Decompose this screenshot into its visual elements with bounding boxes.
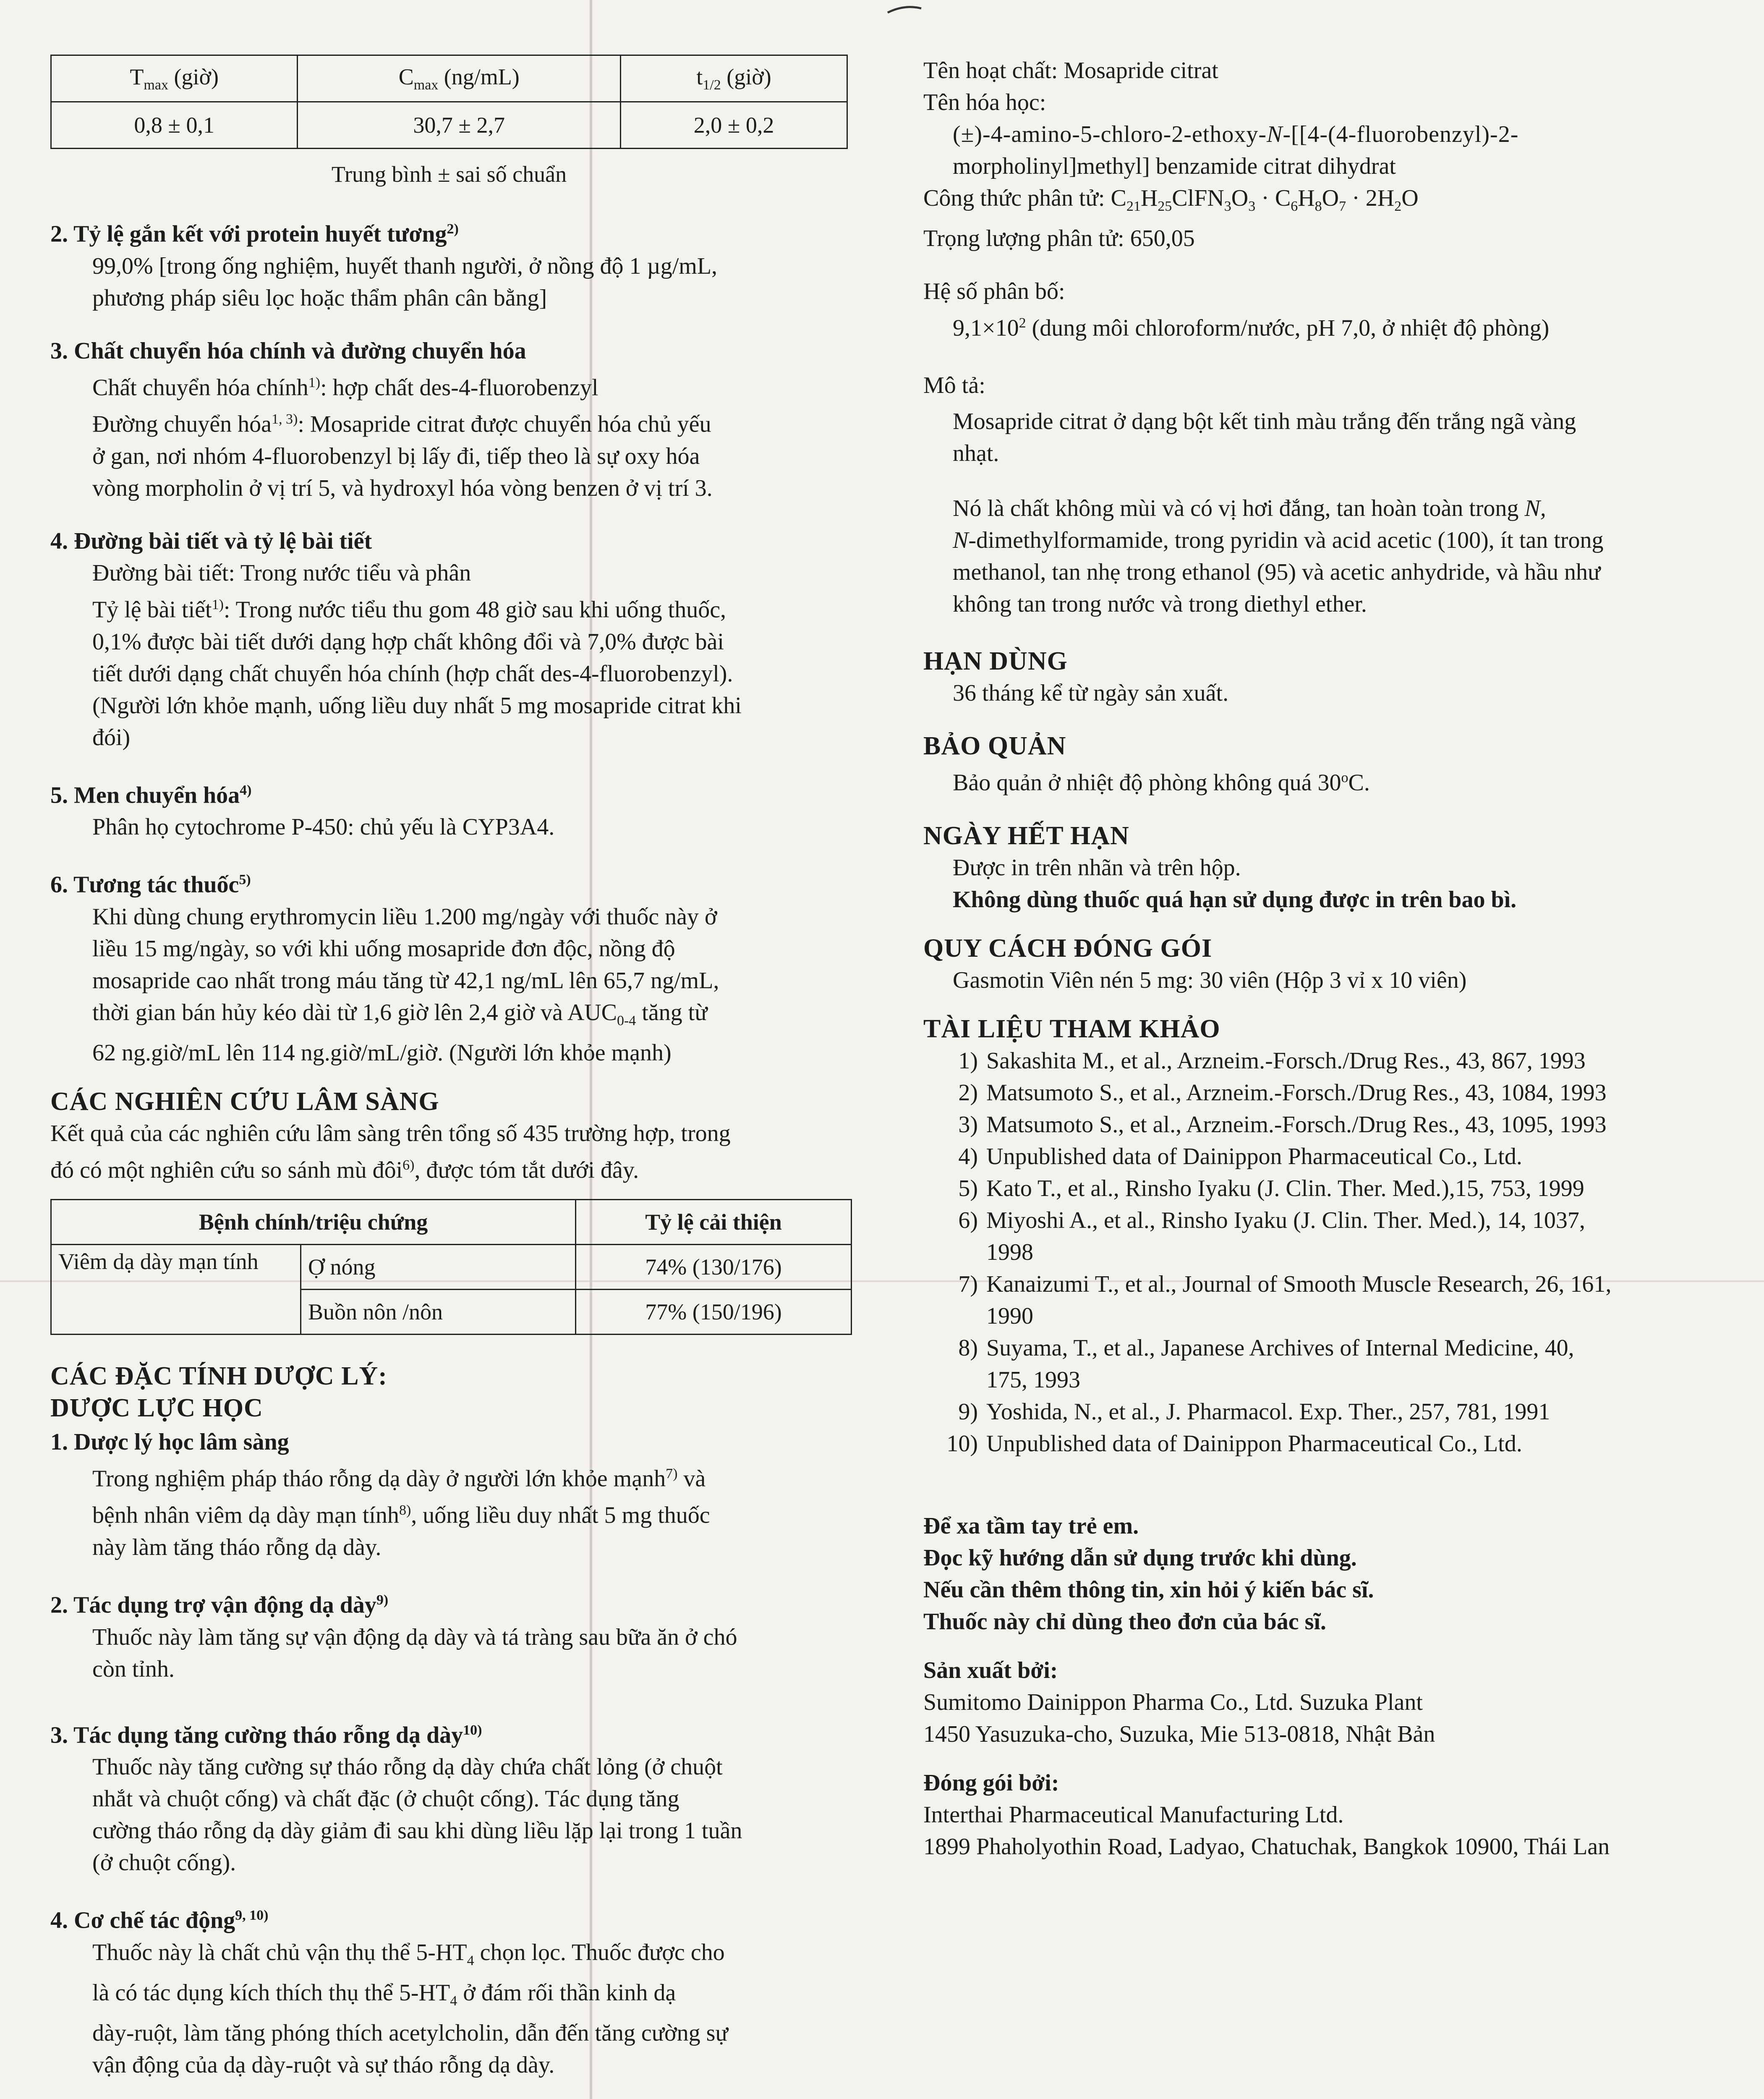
reference-line: Miyoshi A., et al., Rinsho Iyaku (J. Clin. Ther. Med.), 14, 1037, <box>986 1207 1585 1233</box>
section-pharmacology <box>50 1360 856 2081</box>
reference-line: Kanaizumi T., et al., Journal of Smooth Muscle Research, 26, 161, <box>986 1271 1612 1297</box>
reference-item <box>923 1077 1733 1109</box>
reference-line: Kato T., et al., Rinsho Iyaku (J. Clin. Ther. Med.),15, 753, 1999 <box>986 1175 1584 1201</box>
section-heading: CÁC ĐẶC TÍNH DƯỢC LÝ: <box>50 1361 387 1390</box>
text-line: không tan trong nước và trong diethyl ether. <box>953 591 1367 617</box>
text-line: tiết dưới dạng chất chuyển hóa chính (hợp chất des-4-fluorobenzyl). <box>92 660 733 687</box>
warning-line: Nếu cần thêm thông tin, xin hỏi ý kiến bác sĩ. <box>923 1576 1374 1603</box>
text-line: Nó là chất không mùi và có vị hơi đắng, tan hoàn toàn trong N, <box>953 495 1546 521</box>
text-line: Không dùng thuốc quá hạn sử dụng được in trên bao bì. <box>953 886 1517 913</box>
text-line: đói) <box>92 724 131 751</box>
pk-table-caption: Trung bình ± sai số chuẩn <box>331 162 567 187</box>
reference-number: 6) <box>958 1207 978 1233</box>
reference-number: 2) <box>958 1079 978 1106</box>
text-line: bệnh nhân viêm dạ dày mạn tính$^{8)}$, uống liều duy nhất 5 mg thuốc <box>92 1502 710 1529</box>
section-heading: NGÀY HẾT HẠN <box>923 821 1129 850</box>
reference-text <box>986 1045 1586 1077</box>
reference-item <box>923 1173 1733 1204</box>
text-line: Đường chuyển hóa$^{1, 3)}$: Mosapride citrat được chuyển hóa chủ yếu <box>92 411 711 437</box>
chemical-name-label: Tên hóa học: <box>923 89 1046 115</box>
reference-item <box>923 1109 1733 1141</box>
reference-item <box>923 1268 1733 1332</box>
table-cell-rate: 77% (150/196) <box>576 1289 852 1334</box>
text-line: vận động của dạ dày-ruột và sự tháo rỗng dạ dày. <box>92 2052 555 2078</box>
reference-line: 1998 <box>986 1239 1033 1265</box>
text-line: 99,0% [trong ống nghiệm, huyết thanh người, ở nồng độ 1 µg/mL, <box>92 253 718 279</box>
section-clinical-studies <box>50 1086 856 1335</box>
manufacturer-line: 1450 Yasuzuka-cho, Suzuka, Mie 513-0818, Nhật Bản <box>923 1721 1435 1747</box>
text-line: Thuốc này làm tăng sự vận động dạ dày và tá tràng sau bữa ăn ở chó <box>92 1624 737 1650</box>
reference-item <box>923 1332 1733 1396</box>
text-line: Kết quả của các nghiên cứu lâm sàng trên tổng số 435 trường hợp, trong <box>50 1120 731 1147</box>
table-cell-rate: 74% (130/176) <box>576 1244 852 1289</box>
warning-line: Đọc kỹ hướng dẫn sử dụng trước khi dùng. <box>923 1544 1357 1571</box>
section-heading: 4. Cơ chế tác động$^{9, 10)}$ <box>50 1908 269 1934</box>
molecular-weight: Trọng lượng phân tử: 650,05 <box>923 225 1195 252</box>
text-line: vòng morpholin ở vị trí 5, và hydroxyl hóa vòng benzen ở vị trí 3. <box>92 475 713 501</box>
molecular-formula: Công thức phân tử: $C_{21}H_{25}ClFN_3O_3 \cdot C_6H_8O_7 \cdot 2H_2O$ <box>923 185 1419 215</box>
text-line: là có tác dụng kích thích thụ thể $5-HT_4$ ở đám rối thần kinh dạ <box>92 1980 676 2009</box>
reference-text <box>986 1109 1607 1141</box>
reference-item <box>923 1428 1733 1460</box>
pk-header-thalf: $t_{1/2}$ (giờ) <box>621 55 847 102</box>
packager-line: Interthai Pharmaceutical Manufacturing Ltd. <box>923 1801 1344 1828</box>
text-line: Được in trên nhãn và trên hộp. <box>953 854 1241 881</box>
text-line: ở gan, nơi nhóm 4-fluorobenzyl bị lấy đi, tiếp theo là sự oxy hóa <box>92 443 700 469</box>
reference-text <box>986 1396 1550 1428</box>
section-heading: QUY CÁCH ĐÓNG GÓI <box>923 934 1213 963</box>
reference-number: 10) <box>946 1430 978 1457</box>
table-header: Tỷ lệ cải thiện <box>576 1199 852 1244</box>
description-label: Mô tả: <box>923 372 985 398</box>
reference-item <box>923 1396 1733 1428</box>
text-line: Đường bài tiết: Trong nước tiểu và phân <box>92 560 471 586</box>
text-line: Khi dùng chung erythromycin liều 1.200 mg/ngày với thuốc này ở <box>92 903 717 930</box>
stray-pen-mark <box>886 0 923 21</box>
section-heading: 3. Tác dụng tăng cường tháo rỗng dạ dày$^{10)}$ <box>50 1722 482 1748</box>
section-heading: 3. Chất chuyển hóa chính và đường chuyển hóa <box>50 338 526 364</box>
active-ingredient: Tên hoạt chất: Mosapride citrat <box>923 58 1218 84</box>
reference-line: 1990 <box>986 1303 1033 1329</box>
text-line: còn tỉnh. <box>92 1656 175 1682</box>
manufacturer-line: Sumitomo Dainippon Pharma Co., Ltd. Suzuka Plant <box>923 1689 1423 1715</box>
section-heading: 2. Tác dụng trợ vận động dạ dày$^{9)}$ <box>50 1592 389 1618</box>
section-heading: TÀI LIỆU THAM KHẢO <box>923 1014 1220 1043</box>
text-line: mosapride cao nhất trong máu tăng từ 42,1 ng/mL lên 65,7 ng/mL, <box>92 967 719 994</box>
pharmacokinetic-table <box>50 55 848 149</box>
text-line: nhạt. <box>953 440 999 466</box>
reference-text <box>986 1268 1611 1332</box>
section-heading: 1. Dược lý học lâm sàng <box>50 1429 289 1455</box>
pk-value-thalf: 2,0 ± 0,2 <box>621 102 847 149</box>
text-line: Chất chuyển hóa chính$^{1)}$: hợp chất des-4-fluorobenzyl <box>92 374 598 401</box>
section-excretion <box>50 525 856 754</box>
section-heading: 2. Tỷ lệ gắn kết với protein huyết tương$^{2)}$ <box>50 221 459 247</box>
table-cell-symptom: Ợ nóng <box>301 1244 576 1289</box>
packager-label: Đóng gói bởi: <box>923 1769 1059 1796</box>
text-line: liều 15 mg/ngày, so với khi uống mosapride đơn độc, nồng độ <box>92 935 675 962</box>
section-heading: HẠN DÙNG <box>923 646 1068 675</box>
text-line: đó có một nghiên cứu so sánh mù đôi$^{6)}$, được tóm tắt dưới đây. <box>50 1157 639 1183</box>
left-column <box>50 0 856 2099</box>
reference-item <box>923 1204 1733 1268</box>
text-line: nhắt và chuột cống) và chất đặc (ở chuột cống). Tác dụng tăng <box>92 1786 679 1812</box>
pk-value-cmax: 30,7 ± 2,7 <box>298 102 621 149</box>
text-line: Trong nghiệm pháp tháo rỗng dạ dày ở người lớn khỏe mạnh$^{7)}$ và <box>92 1466 706 1492</box>
reference-number: 7) <box>958 1271 978 1297</box>
text-line: phương pháp siêu lọc hoặc thẩm phân cân bằng] <box>92 285 547 311</box>
text-line: 0,1% được bài tiết dưới dạng hợp chất không đổi và 7,0% được bài <box>92 628 724 655</box>
section-enzyme <box>50 775 856 843</box>
reference-line: Yoshida, N., et al., J. Pharmacol. Exp. Ther., 257, 781, 1991 <box>986 1398 1550 1425</box>
chemical-name-line: morpholinyl]methyl] benzamide citrat dihydrat <box>953 153 1396 179</box>
table-cell-symptom: Buồn nôn /nôn <box>301 1289 576 1334</box>
text-line: cường tháo rỗng dạ dày giảm đi sau khi dùng liều lặp lại trong 1 tuần <box>92 1818 742 1844</box>
reference-text <box>986 1141 1522 1173</box>
partition-value: $9,1\times 10^2$ (dung môi chloroform/nước, pH 7,0, ở nhiệt độ phòng) <box>953 315 1550 341</box>
chemical-name-line: (±)-4-amino-5-chloro-2-ethoxy-N-[[4-(4-fluorobenzyl)-2- <box>953 121 1519 147</box>
text-line: Gasmotin Viên nén 5 mg: 30 viên (Hộp 3 vỉ x 10 viên) <box>953 967 1467 993</box>
reference-line: Matsumoto S., et al., Arzneim.-Forsch./Drug Res., 43, 1095, 1993 <box>986 1111 1607 1138</box>
reference-line: Suyama, T., et al., Japanese Archives of Internal Medicine, 40, <box>986 1335 1574 1361</box>
text-line: 62 ng.giờ/mL lên 114 ng.giờ/mL/giờ. (Người lớn khỏe mạnh) <box>92 1040 672 1066</box>
reference-line: Unpublished data of Dainippon Pharmaceutical Co., Ltd. <box>986 1143 1522 1170</box>
section-heading: 4. Đường bài tiết và tỷ lệ bài tiết <box>50 528 372 554</box>
reference-text <box>986 1204 1585 1268</box>
table-header: Bệnh chính/triệu chứng <box>51 1199 576 1244</box>
packager-line: 1899 Phaholyothin Road, Ladyao, Chatuchak, Bangkok 10900, Thái Lan <box>923 1833 1610 1860</box>
clinical-results-table <box>50 1199 852 1335</box>
section-heading: 6. Tương tác thuốc$^{5)}$ <box>50 872 251 898</box>
reference-number: 9) <box>958 1398 978 1425</box>
reference-list <box>923 1045 1733 1460</box>
reference-number: 3) <box>958 1111 978 1138</box>
text-line: Thuốc này tăng cường sự tháo rỗng dạ dày chứa chất lỏng (ở chuột <box>92 1754 723 1780</box>
text-line: Tỷ lệ bài tiết$^{1)}$: Trong nước tiểu thu gom 48 giờ sau khi uống thuốc, <box>92 597 727 623</box>
text-line: (Người lớn khỏe mạnh, uống liều duy nhất 5 mg mosapride citrat khi <box>92 692 742 719</box>
text-line: 36 tháng kể từ ngày sản xuất. <box>953 680 1229 706</box>
text-line: dày-ruột, làm tăng phóng thích acetylcholin, dẫn đến tăng cường sự <box>92 2020 728 2047</box>
warnings-block <box>923 1510 1733 1638</box>
reference-number: 4) <box>958 1143 978 1170</box>
warning-line: Thuốc này chỉ dùng theo đơn của bác sĩ. <box>923 1608 1326 1635</box>
partition-label: Hệ số phân bố: <box>923 278 1065 305</box>
text-line: Phân họ cytochrome P-450: chủ yếu là CYP3A4. <box>92 814 555 840</box>
pk-value-tmax: 0,8 ± 0,1 <box>51 102 298 149</box>
reference-line: Sakashita M., et al., Arzneim.-Forsch./Drug Res., 43, 867, 1993 <box>986 1047 1586 1074</box>
text-line: N-dimethylformamide, trong pyridin và acid acetic (100), ít tan trong <box>953 527 1604 553</box>
reference-number: 1) <box>958 1047 978 1074</box>
text-line: Bảo quản ở nhiệt độ phòng không quá 30$^o$C. <box>953 769 1370 796</box>
text-line: thời gian bán hủy kéo dài từ 1,6 giờ lên 2,4 giờ và $AUC_{0-4}$ tăng từ <box>92 999 708 1029</box>
section-heading: BẢO QUẢN <box>923 731 1066 760</box>
reference-line: Matsumoto S., et al., Arzneim.-Forsch./Drug Res., 43, 1084, 1993 <box>986 1079 1607 1106</box>
pk-header-tmax: $T_{max}$ (giờ) <box>51 55 298 102</box>
warning-line: Để xa tầm tay trẻ em. <box>923 1513 1139 1539</box>
table-cell-disease: Viêm dạ dày mạn tính <box>51 1244 301 1334</box>
text-line: Mosapride citrat ở dạng bột kết tinh màu trắng đến trắng ngã vàng <box>953 408 1576 434</box>
reference-text <box>986 1428 1522 1460</box>
section-protein-binding <box>50 213 856 314</box>
reference-text <box>986 1173 1584 1204</box>
reference-text <box>986 1332 1574 1396</box>
text-line: methanol, tan nhẹ trong ethanol (95) và acetic anhydride, và hầu như <box>953 559 1601 585</box>
pk-header-cmax: $C_{max}$ (ng/mL) <box>298 55 621 102</box>
section-heading: 5. Men chuyển hóa$^{4)}$ <box>50 782 252 809</box>
text-line: Thuốc này là chất chủ vận thụ thể $5-HT_4$ chọn lọc. Thuốc được cho <box>92 1939 725 1969</box>
reference-line: 175, 1993 <box>986 1366 1080 1393</box>
section-metabolism <box>50 335 856 504</box>
reference-item <box>923 1141 1733 1173</box>
text-line: này làm tăng tháo rỗng dạ dày. <box>92 1534 382 1561</box>
reference-line: Unpublished data of Dainippon Pharmaceutical Co., Ltd. <box>986 1430 1522 1457</box>
manufacturer-label: Sản xuất bởi: <box>923 1657 1058 1683</box>
reference-item <box>923 1045 1733 1077</box>
section-drug-interaction <box>50 864 856 1069</box>
section-heading: CÁC NGHIÊN CỨU LÂM SÀNG <box>50 1087 439 1116</box>
text-line: (ở chuột cống). <box>92 1850 236 1876</box>
reference-number: 8) <box>958 1335 978 1361</box>
section-subheading: DƯỢC LỰC HỌC <box>50 1393 263 1422</box>
right-column <box>923 55 1733 1863</box>
reference-number: 5) <box>958 1175 978 1201</box>
reference-text <box>986 1077 1607 1109</box>
